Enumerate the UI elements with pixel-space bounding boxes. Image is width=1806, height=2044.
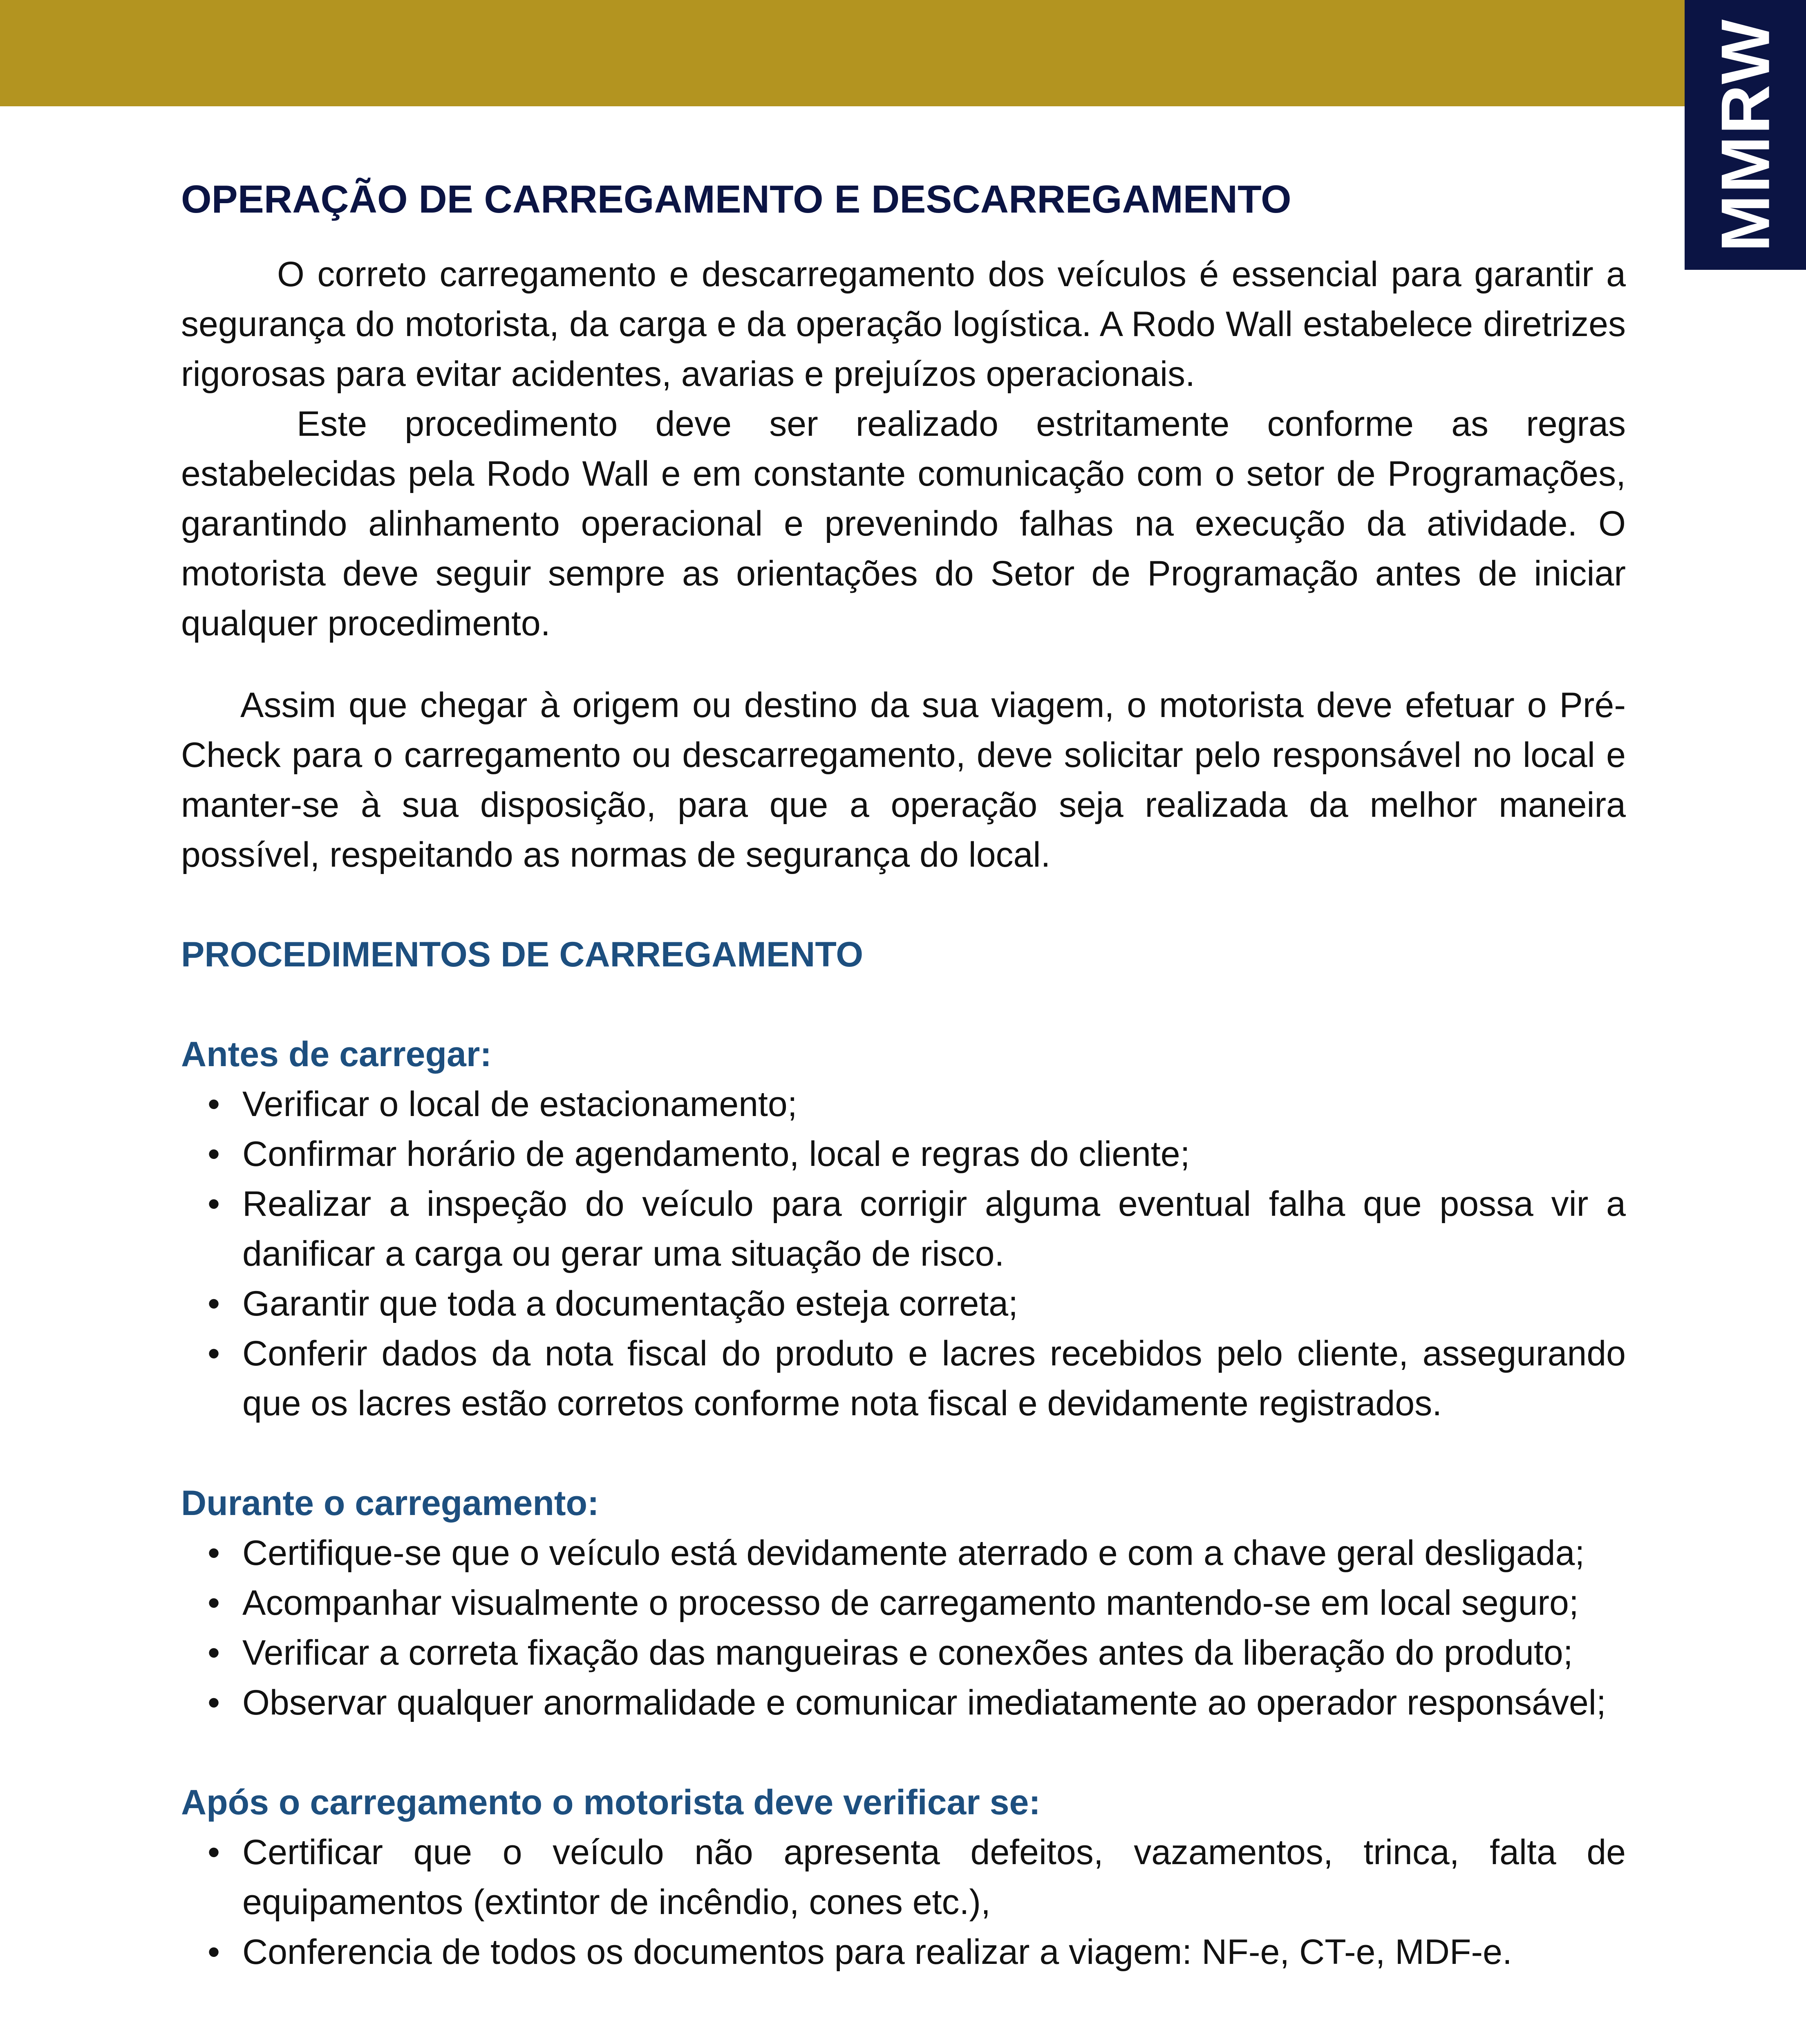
bullet: • bbox=[207, 1583, 220, 1623]
page-content bbox=[181, 176, 1626, 1977]
list-item bbox=[181, 1279, 1626, 1329]
list-item-text: Observar qualquer anormalidade e comunicar imediatamente ao operador responsável; bbox=[242, 1683, 1606, 1723]
bullet: • bbox=[207, 1085, 220, 1124]
list-item bbox=[181, 1129, 1626, 1179]
list-item bbox=[181, 1678, 1626, 1728]
intro-paragraph-2-text: Este procedimento deve ser realizado estritamente conforme as regras estabelecidas pela Rodo Wall e em constante comunicação com o setor de Programações, garantindo alinhamento operacional e prevenindo falhas na execução da atividade. O motorista deve seguir sempre as orientações do Setor de Programação antes de iniciar qualquer procedimento. bbox=[181, 404, 1626, 643]
list-item-text: Garantir que toda a documentação esteja correta; bbox=[242, 1284, 1018, 1324]
list-item bbox=[181, 1329, 1626, 1428]
bullet: • bbox=[207, 1932, 220, 1972]
bullet: • bbox=[207, 1533, 220, 1573]
list-item-text: Conferencia de todos os documentos para realizar a viagem: NF-e, CT-e, MDF-e. bbox=[242, 1932, 1512, 1972]
list-item-text: Certificar que o veículo não apresenta defeitos, vazamentos, trinca, falta de equipamentos (extintor de incêndio, cones etc.), bbox=[242, 1833, 1626, 1922]
list-item-text: Certifique-se que o veículo está devidamente aterrado e com a chave geral desligada; bbox=[242, 1533, 1585, 1573]
side-tab bbox=[1685, 0, 1806, 270]
page-title: OPERAÇÃO DE CARREGAMENTO E DESCARREGAMENTO bbox=[181, 177, 1291, 221]
list-item-text: Realizar a inspeção do veículo para corrigir alguma eventual falha que possa vir a danificar a carga ou gerar uma situação de risco. bbox=[242, 1184, 1626, 1274]
during-list bbox=[181, 1528, 1626, 1728]
after-heading: Após o carregamento o motorista deve verificar se: bbox=[181, 1783, 1041, 1822]
intro-paragraph-2 bbox=[181, 399, 1626, 648]
before-heading: Antes de carregar: bbox=[181, 1035, 492, 1074]
bullet: • bbox=[207, 1833, 220, 1872]
list-item bbox=[181, 1927, 1626, 1977]
list-item bbox=[181, 1578, 1626, 1628]
bullet: • bbox=[207, 1633, 220, 1673]
list-item bbox=[181, 1079, 1626, 1129]
bullet: • bbox=[207, 1683, 220, 1723]
before-list bbox=[181, 1079, 1626, 1428]
after-list bbox=[181, 1827, 1626, 1977]
intro-paragraph-1 bbox=[181, 249, 1626, 399]
list-item-text: Conferir dados da nota fiscal do produto e lacres recebidos pelo cliente, assegurando que os lacres estão corretos conforme nota fiscal e devidamente registrados. bbox=[242, 1334, 1626, 1423]
list-item bbox=[181, 1179, 1626, 1279]
bullet: • bbox=[207, 1184, 220, 1224]
intro-paragraph-1-text: O correto carregamento e descarregamento dos veículos é essencial para garantir a segurança do motorista, da carga e da operação logística. A Rodo Wall estabelece diretrizes rigorosas para evitar acidentes, avarias e prejuízos operacionais. bbox=[181, 255, 1626, 394]
list-item-text: Acompanhar visualmente o processo de carregamento mantendo-se em local seguro; bbox=[242, 1583, 1579, 1623]
section-title: PROCEDIMENTOS DE CARREGAMENTO bbox=[181, 935, 864, 975]
bullet: • bbox=[207, 1284, 220, 1324]
list-item bbox=[181, 1628, 1626, 1678]
list-item-text: Confirmar horário de agendamento, local e regras do cliente; bbox=[242, 1134, 1190, 1174]
list-item-text: Verificar a correta fixação das mangueiras e conexões antes da liberação do produto; bbox=[242, 1633, 1573, 1673]
list-item bbox=[181, 1827, 1626, 1927]
list-item bbox=[181, 1528, 1626, 1578]
header-bar bbox=[0, 0, 1685, 106]
intro-paragraph-3 bbox=[181, 680, 1626, 880]
during-heading: Durante o carregamento: bbox=[181, 1484, 599, 1523]
list-item-text: Verificar o local de estacionamento; bbox=[242, 1085, 797, 1124]
side-tab-label: MMRW bbox=[1707, 18, 1784, 252]
bullet: • bbox=[207, 1134, 220, 1174]
intro-paragraph-3-text: Assim que chegar à origem ou destino da sua viagem, o motorista deve efetuar o Pré-Check para o carregamento ou descarregamento, deve solicitar pelo responsável no local e manter-se à sua disposição, para que a operação seja realizada da melhor maneira possível, respeitando as normas de segurança do local. bbox=[181, 686, 1626, 875]
bullet: • bbox=[207, 1334, 220, 1374]
